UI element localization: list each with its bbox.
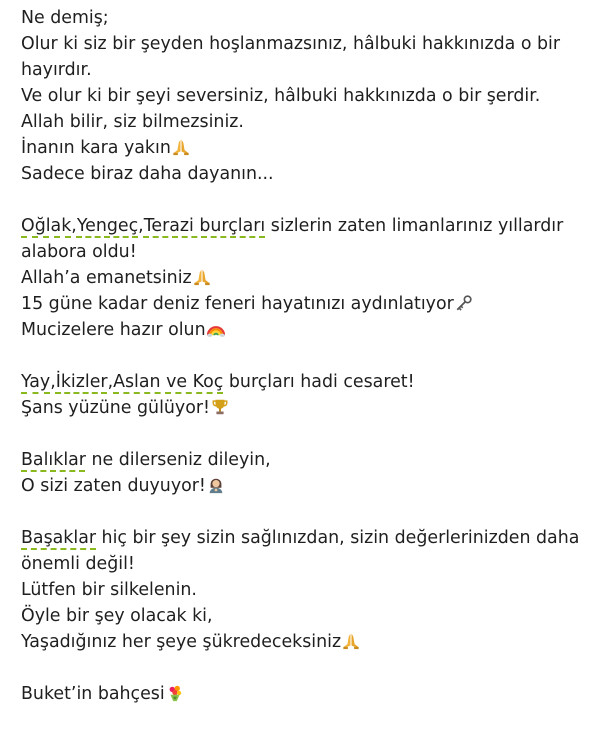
key-icon [455,294,473,312]
text-line [21,369,579,395]
line-text: ne dilerseniz dileyin, [85,450,271,470]
separator: , [71,216,77,236]
linked-term[interactable]: Başaklar [21,528,97,548]
linked-term[interactable]: Aslan ve Koç [113,372,224,392]
text-line [21,447,579,473]
linked-term[interactable]: Terazi burçları [143,216,266,236]
text-line [21,681,579,707]
text-line: Sadece biraz daha dayanın... [21,164,274,184]
line-text: Allah’a emanetsiniz [21,268,192,288]
text-line [21,213,581,265]
text-line: Öyle bir şey olacak ki, [21,606,213,626]
trophy-icon [211,398,229,416]
paragraph-baliklar [21,447,579,499]
paragraph-intro [21,5,579,187]
paragraph-yay-ikizler-aslan-koc [21,369,579,421]
separator: , [138,216,144,236]
text-line [21,135,579,161]
linked-term[interactable]: Balıklar [21,450,86,470]
line-text: İnanın kara yakın [21,138,171,158]
line-text: Mucizelere hazır olun [21,320,206,340]
text-line: Lütfen bir silkelenin. [21,580,197,600]
text-line [21,629,579,655]
bouquet-icon [166,684,184,702]
line-text: sizlerin zaten limanlarınız yıllardır alabora oldu! [21,216,564,262]
text-line: Olur ki siz bir şeyden hoşlanmazsınız, hâlbuki hakkınızda o bir hayırdır. [21,34,561,80]
text-line [21,395,579,421]
linked-term[interactable]: Oğlak [21,216,72,236]
line-text: Buket’in bahçesi [21,684,165,704]
line-text: O sizi zaten duyuyor! [21,476,206,496]
text-line: Ve olur ki bir şeyi seversiniz, hâlbuki hakkınızda o bir şerdir. [21,86,541,106]
linked-term[interactable]: Yay [21,372,51,392]
person-icon [207,476,225,494]
rainbow-icon [207,320,225,338]
text-line: Allah bilir, siz bilmezsiniz. [21,112,244,132]
praying-hands-icon [193,268,211,286]
paragraph-signature [21,681,579,707]
line-text: Şans yüzüne gülüyor! [21,398,210,418]
text-line [21,473,579,499]
line-text: Yaşadığınız her şeye şükredeceksiniz [21,632,342,652]
text-line: Ne demiş; [21,8,109,28]
line-text: hiç bir şey sizin sağlınızdan, sizin değerlerinizden daha önemli değil! [21,528,580,574]
line-text: burçları hadi cesaret! [223,372,415,392]
text-line [21,291,579,317]
text-line [21,265,579,291]
linked-term[interactable]: İkizler [55,372,108,392]
text-line [21,317,579,343]
praying-hands-icon [342,632,360,650]
separator: , [107,372,114,392]
separator: , [50,372,56,392]
text-line [21,525,581,577]
line-text: 15 güne kadar deniz feneri hayatınızı aydınlatıyor [21,294,454,314]
praying-hands-icon [172,138,190,156]
paragraph-basaklar [21,525,579,655]
paragraph-oglak-yengec-terazi [21,213,579,343]
linked-term[interactable]: Yengeç [76,216,139,236]
